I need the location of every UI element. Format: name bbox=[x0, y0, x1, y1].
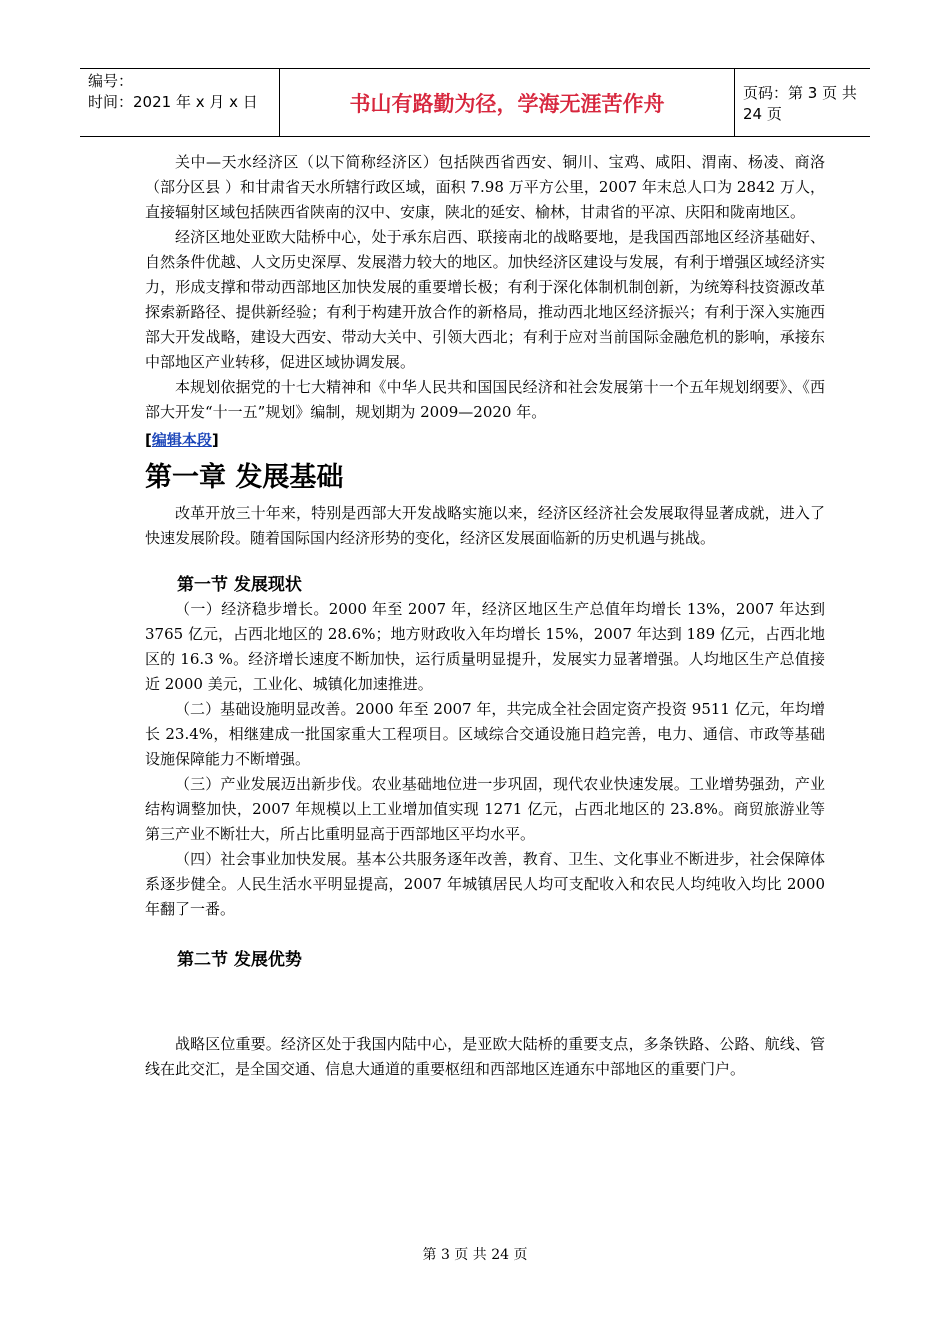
header-page-info: 页码：第 3 页 共 24 页 bbox=[743, 83, 857, 123]
header-motto: 书山有路勤为径，学海无涯苦作舟 bbox=[280, 69, 735, 136]
intro-paragraph-2: 经济区地处亚欧大陆桥中心，处于承东启西、联接南北的战略要地，是我国西部地区经济基础好、自然条件优越、人文历史深厚、发展潜力较大的地区。加快经济区建设与发展，有利于增强区域经济实力，形成支撑和带动西部地区加快发展的重要增长极；有利于深化体制机制创新，为统筹科技资源改革探索新路径、提供新经验；有利于构建开放合作的新格局，推动西北地区经济振兴；有利于深入实施西部大开发战略，建设大西安、带动大关中、引领大西北；有利于应对当前国际金融危机的影响，承接东中部地区产业转移，促进区域协调发展。 bbox=[145, 228, 825, 371]
section-1-item-3: （三）产业发展迈出新步伐。农业基础地位进一步巩固，现代农业快速发展。工业增势强劲，产业结构调整加快，2007 年规模以上工业增加值实现 1271 亿元，占西北地区的 23.8%。商贸旅游业等第三产业不断壮大，所占比重明显高于西部地区平均水平。 bbox=[145, 775, 825, 843]
chapter-intro: 改革开放三十年来，特别是西部大开发战略实施以来，经济区经济社会发展取得显著成就，进入了快速发展阶段。随着国际国内经济形势的变化，经济区发展面临新的历史机遇与挑战。 bbox=[145, 504, 825, 547]
section-2-item-1: 战略区位重要。经济区处于我国内陆中心，是亚欧大陆桥的重要支点，多条铁路、公路、航线、管线在此交汇，是全国交通、信息大通道的重要枢纽和西部地区连通东中部地区的重要门户。 bbox=[145, 1035, 825, 1078]
header-meta bbox=[80, 69, 280, 136]
edit-section-link[interactable]: 编辑本段 bbox=[151, 431, 212, 449]
section-1-item-4: （四）社会事业加快发展。基本公共服务逐年改善，教育、卫生、文化事业不断进步，社会保障体系逐步健全。人民生活水平明显提高，2007 年城镇居民人均可支配收入和农民人均纯收入均比 2000 年翻了一番。 bbox=[145, 850, 825, 918]
time-label: 时间：2021 年 x 月 x 日 bbox=[88, 93, 258, 111]
edit-section-link-wrapper: [编辑本段] bbox=[145, 431, 219, 449]
section-1-item-2: （二）基础设施明显改善。2000 年至 2007 年，共完成全社会固定资产投资 9511 亿元，年均增长 23.4%，相继建成一批国家重大工程项目。区域综合交通设施日趋完善，电力、通信、市政等基础设施保障能力不断增强。 bbox=[145, 700, 825, 768]
section-1-title: 第一节 发展现状 bbox=[177, 575, 302, 595]
page-header bbox=[80, 68, 870, 137]
page-footer: 第 3 页 共 24 页 bbox=[422, 1247, 528, 1263]
chapter-title: 第一章 发展基础 bbox=[145, 462, 344, 493]
section-1-item-1: （一）经济稳步增长。2000 年至 2007 年，经济区地区生产总值年均增长 13%，2007 年达到 3765 亿元，占西北地区的 28.6%；地方财政收入年均增长 15%，2007 年达到 189 亿元，占西北地区的 16.3 %。经济增长速度不断加快，运行质量明显提升，发展实力显著增强。人均地区生产总值接近 2000 美元，工业化、城镇化加速推进。 bbox=[145, 600, 825, 693]
intro-paragraph-3: 本规划依据党的十七大精神和《中华人民共和国国民经济和社会发展第十一个五年规划纲要》、《西部大开发“十一五”规划》编制，规划期为 2009—2020 年。 bbox=[145, 378, 825, 421]
number-label: 编号： bbox=[88, 72, 134, 90]
intro-paragraph-1: 关中—天水经济区（以下简称经济区）包括陕西省西安、铜川、宝鸡、咸阳、渭南、杨凌、商洛（部分区县 ）和甘肃省天水所辖行政区域，面积 7.98 万平方公里，2007 年末总人口为 2842 万人，直接辐射区域包括陕西省陕南的汉中、安康，陕北的延安、榆林，甘肃省的平凉、庆阳和陇南地区。 bbox=[145, 153, 825, 221]
section-2-title: 第二节 发展优势 bbox=[177, 950, 302, 970]
document-body bbox=[145, 150, 825, 1082]
